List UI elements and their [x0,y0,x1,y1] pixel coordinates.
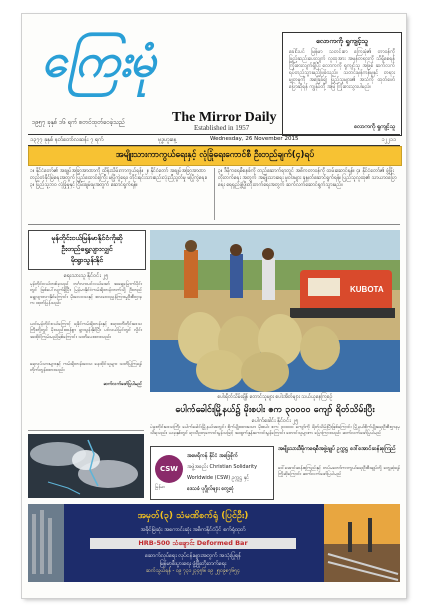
csw-notice[interactable] [150,446,274,500]
quote-author: လောကကို ရှုကျင့်သူ [354,124,395,130]
left-article-headline-box[interactable] [28,230,146,270]
left-article-continued: ဆက်လက်ဖော်ပြပါမည် [103,382,142,387]
masthead-logo [38,30,198,106]
svg-text:KUBOTA: KUBOTA [350,285,384,294]
steel-mill-advertisement[interactable] [28,504,400,582]
csw-line: ဒေသခံ ပုဂ္ဂိုလ်များ တွေ့ဆုံ [187,486,234,492]
csw-logo-subtitle: မြန်မာ [155,485,166,490]
headline-summary [28,166,400,225]
quote-box [282,32,402,136]
right-article-headline[interactable]: အမျိုးသားဒီမိုကရေစီအဖွဲ့ချုပ် ဥက္ကဋ္ဌ ဒေါ်အောင်ဆန်းစုကြည် [278,446,396,452]
dateline [28,134,400,146]
summary-left-column: ၁။ နိုင်ငံတော်၏ အချုပ်အခြာအာဏာကို ထိန်းသိမ်းကာကွယ်ရန်။ ၂။ နိုင်ငံတော် အချုပ်အခြာအာဏာ တည်တံ့ခိုင်မြဲရေးအတွက် ပြည်ထောင်စုကြီး မပြိုကွဲရေး၊ တိုင်းရင်းသားစည်းလုံးညီညွတ်မှု မပြိုကွဲရေး။ ၃။ ပြည်သူ့ဘဝ လုံခြုံမှုနှင့် ငြိမ်းချမ်းမှုအတွက် ဆောင်ရွက်ရန်။ [30,168,208,188]
harvest-photo [150,230,400,392]
right-article-body: ဒေါ်အောင်ဆန်းစုကြည်နှင့် တပ်မတော်ကာကွယ်ရေးဦးစီးချုပ်တို့ တွေ့ဆုံရန် ကြိုဆိုကြောင်း ဆက်လက်ဖော်ပြပါမည် [278,466,400,478]
steel-ad-line: ဆောက်လုပ်ရေး လုပ်ငန်းများအတွက် အသုံးပြုရန် [145,553,241,559]
right-bottom-article [278,446,400,498]
quote-title: လောကကို ရှုကျင့်သူ [315,37,368,45]
steel-ad-line: မြန်မာ့စီးပွားရေး ဖွံ့ဖြိုးတိုးတက်ရေး [159,561,227,567]
weather-satellite-image [28,434,144,498]
csw-line: Worldwide (CSW) ဥက္ကဋ္ဌ နှင့် [187,475,250,481]
photo-caption: စပါးရိတ်သိမ်းချိန် တောင်သူများ စပါးအိတ်များ သယ်ယူနေကြစဉ် [217,394,333,400]
left-article-headline-line2: ဦးတည်ရွေ့လျားလျှင် [61,245,113,253]
steel-ad-title: အမှတ်(၃) သံမဏိစက်ရုံ (ပြင်ဦး) [137,511,249,521]
headline-text[interactable]: အမျိုးသားကာကွယ်ရေးနှင့် လုံခြုံရေးကောင်စီ ဦးတည်ချက်(၄)ရပ် [115,150,315,160]
left-article-byline: ရေးသားသူ နိုင်ဝင်း ၂၅ [63,273,109,279]
left-article-headline-line1: မုန်တိုင်းငယ်မြန်မာနိုင်ငံကိုဆို [51,234,123,242]
steel-ad-contact: ဆက်သွယ်ရန် - ၀၉ ၇၃၁၂၃၄၅၆၊ ၀၉ ၂၅၀၉၈၇၆၅၄ [146,568,240,574]
csw-line: အမေရိကန် နိုင်ငံ အခြေစိုက် [187,453,238,459]
steel-ad-line: အခိုင်မြဲဆုံး အကောင်းဆုံး အဓိကနိုင်ငံပိုင် စက်ရုံထုတ် [140,527,246,533]
logo-text: ကြေးမုံ [39,33,164,87]
dateline-burmese-date: ၁၃၇၇ ခုနှစ် နတ်တော်လဆန်း ၇ ရက် [30,137,104,143]
dateline-day: ဗုဒ္ဓဟူးနေ့ [158,137,177,143]
summary-divider [214,168,215,220]
main-story-headline[interactable]: ပေါက်ခေါင်းမြို့နယ်၌ မိုးစပါး ဧက ၃၀၀၀၀ ကျော် ရိတ်သိမ်းပြီး [175,405,375,415]
weather-satellite-graphic [28,434,144,498]
summary-right-column: ၃။ ဒီမိုကရေစီစနစ်ကို တည်ဆောက်ရာတွင် အဓိကတာဝန်ကို ထမ်းဆောင်ရန်။ ၄။ နိုင်ငံတော်၏ ဖွံ့ဖြိုးတိုးတက်ရေး အတွက် အမျိုးသားရေး မူဝါဒများ ချမှတ်ဆောင်ရွက်ရန်။ ပြည်သူလူထု၏ သာယာဝပြောရေး ရေရှည်ဖွံ့ဖြိုးတိုးတက်ရေးအတွက် ဆက်လက်ဆောင်ရွက်သွားမည်။ [218,168,397,188]
quote-body: ခေါင်းပင် မြန်မာ သတင်းစာ ကြေးမုံ၏ တာဝန်ကို ဖြည့်ဆည်းပေးလျက် လူထုအား အမှန်တရားကို သိရှိစေရန် ကြိုးစားလျက်ရှိပြီး လောကကို ရှုကျင့်သူ အဖြစ် ဆက်လက်ရပ်တည်သွားမည်ဖြစ်သည်။ သတင်းမှန်ကန်မှုနှင့် တရားမျှတမှုကို အခြေခံ၍ ပြည်သူများ၏ အသံကို ထုတ်ဖော်ပြောဆိုရန် ကျွန်ုပ်တို့ အမြဲ ကြိုးစားသွားပါမည်။ [289,49,395,90]
masthead-established: Established in 1957 [194,124,250,132]
steel-ad-product: HRB-500 သံချောင်း Deformed Bar [90,538,296,549]
main-story-byline: ပေါက်ခေါင်း နိုင်ဝင်း ၂၅ [251,418,299,424]
csw-logo: CSW [155,455,183,483]
main-story-body: ပဲခူးတိုင်းဒေသကြီး ပေါက်ခေါင်းမြို့နယ်အတွင်း စိုက်ပျိုးထားသော မိုးစပါး ဧက ၃၀၀၀၀ ကျော်ကို ရိတ်သိမ်းပြီးဖြစ်ကြောင်း မြို့နယ်စိုက်ပျိုးရေးဦးစီးဌာနမှ သိရသည်။ ယခုနှစ်တွင် ရာသီဥတုကောင်းမွန်သဖြင့် အထွက်နှုန်းကောင်းမွန်ကြောင်း တောင်သူများက ပြောကြားသည်။ ဆက်လက်ဖော်ပြပါမည် [150,425,400,437]
left-article-paragraph: ယင်းမုန်တိုင်းငယ်ကြောင့် ရခိုင်ကမ်းရိုးတန်းနှင့် ဧရာဝတီတိုင်းဒေသကြီးတို့တွင် မိုးသည်းထန်စွာ ရွာသွန်းနိုင်ပြီး ပင်လယ်ပြင်တွင် လှိုင်းအထိုင်ကြမ်းမည်ဖြစ်ကြောင်း သတိပေးထားသည်။ [30,322,142,340]
dateline-issue: ၁၂၂၁၁ [381,137,396,143]
csw-line: အဖွဲ့အစည်း Christian Solidarity [187,464,258,470]
left-article-paragraph: ရေလုပ်သားများနှင့် ကမ်းရိုးတန်းဒေသ နေထိုင်သူများ သတိပြုကြရန် တိုက်တွန်းထားသည်။ [30,362,142,374]
dateline-english-date: Wednesday, 26 November 2015 [210,136,299,142]
masthead-title: The Mirror Daily [172,110,277,125]
headline-bar [28,146,402,166]
left-article-headline-line3: မိုးရွာသွန်းနိုင် [70,256,104,264]
newspaper-page [22,14,406,598]
left-article-paragraph: မုန်တိုင်းငယ်တစ်ခုသည် ဘင်္ဂလားပင်လယ်အော် အရှေ့မြောက်ပိုင်းတွင် ဖြစ်ပေါ်လျက်ရှိပြီး မြန်မာနိုင်ငံကမ်းရိုးတန်းဘက်သို့ ဦးတည်ရွေ့လျားလာနိုင်ကြောင်း မိုးလေဝသနှင့် ဇလဗေဒညွှန်ကြားမှုဦးစီးဌာနက ထုတ်ပြန်သည်။ [30,282,142,307]
left-article-divider [28,430,144,431]
harvest-photo-image [150,230,400,392]
masthead-tagline: ၁၉၅၇ ခုနှစ် ၁၆ ရက် စတင်ထုတ်ဝေခဲ့သည် [32,119,125,126]
